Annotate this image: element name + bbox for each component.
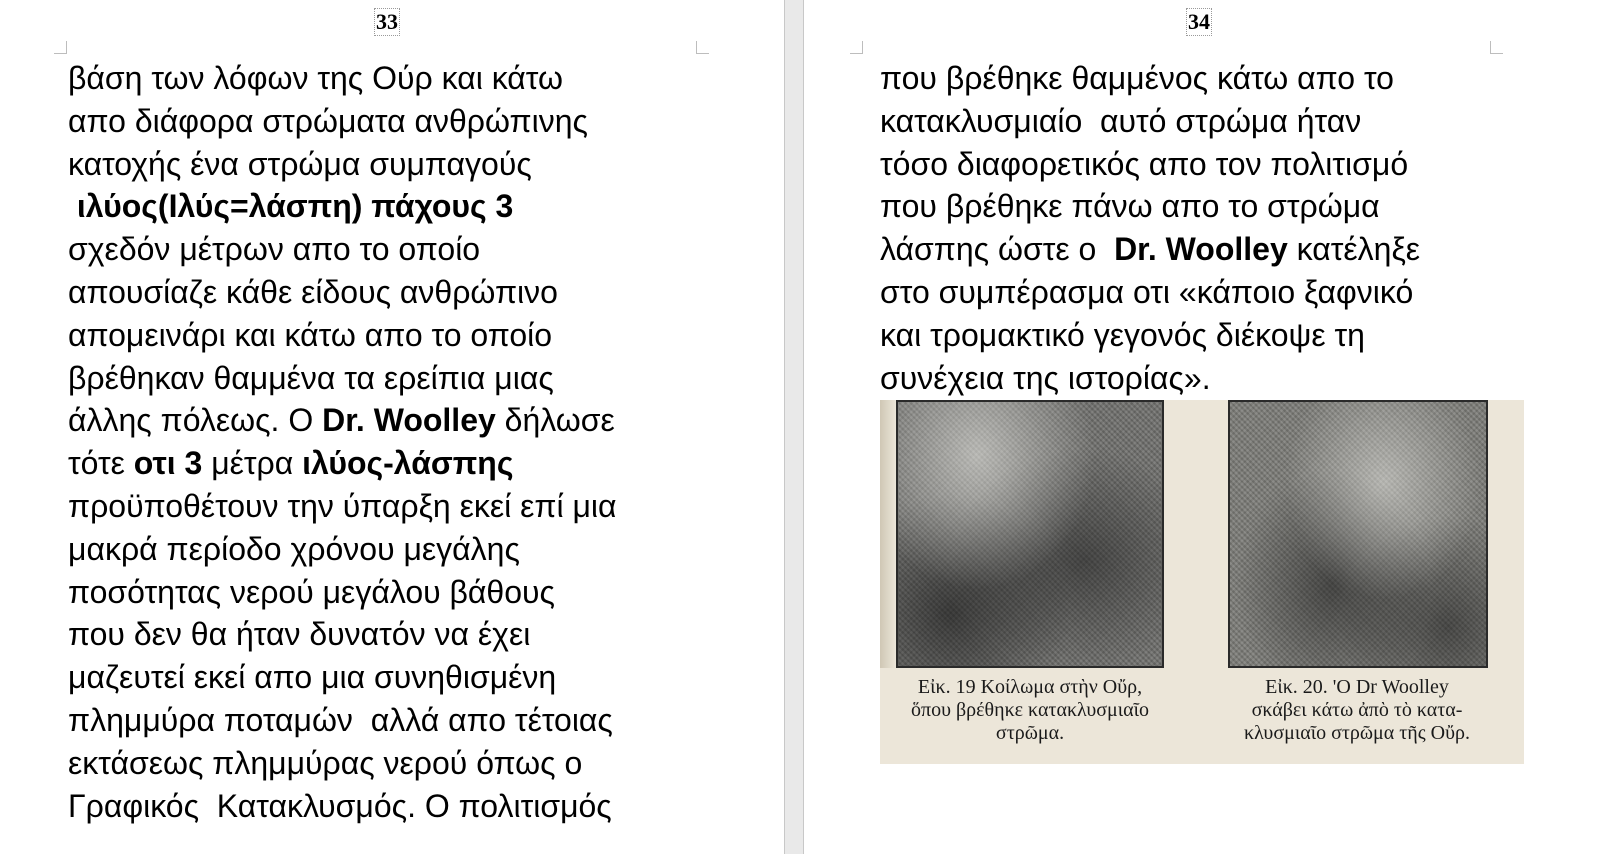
margin-corner-mark: [696, 41, 709, 54]
text-run: μαζευτεί εκεί απο μια συνηθισμένη: [68, 659, 557, 696]
text-line: [68, 571, 617, 614]
text-run: που βρέθηκε πάνω απο το στρώμα: [880, 188, 1380, 225]
text-run: και τρομακτικό γεγονός διέκοψε τη: [880, 316, 1365, 353]
text-line: [68, 656, 617, 699]
text-run: δήλωσε: [495, 402, 615, 439]
text-run: βρέθηκαν θαμμένα τα ερείπια μιας: [68, 359, 554, 396]
margin-corner-mark: [1490, 41, 1503, 54]
text-line: [68, 613, 617, 656]
scanned-figure: [880, 400, 1524, 764]
text-run: απουσίαζε κάθε είδους ανθρώπινο: [68, 273, 558, 310]
text-run: τότε: [68, 445, 134, 482]
text-run: σχεδόν μέτρων απο το οποίο: [68, 231, 481, 268]
text-line: [68, 528, 617, 571]
text-run: ποσότητας νερού μεγάλου βάθους: [68, 573, 555, 610]
excavation-photo: [896, 400, 1164, 668]
page-body-text: [880, 57, 1420, 399]
text-line: [68, 442, 617, 485]
bold-text-run: ιλύος-λάσπης: [302, 445, 514, 482]
text-line: [880, 271, 1420, 314]
text-run: πλημμύρα ποταμών αλλά απο τέτοιας: [68, 701, 613, 738]
excavation-photo: [1228, 400, 1488, 668]
text-run: απο διάφορα στρώματα ανθρώπινης: [68, 102, 588, 139]
text-line: [68, 699, 617, 742]
text-line: [68, 185, 617, 228]
text-line: [880, 100, 1420, 143]
text-line: [68, 143, 617, 186]
page-number: 34: [1188, 9, 1210, 34]
text-run: μακρά περίοδο χρόνου μεγάλης: [68, 530, 520, 567]
text-line: [880, 228, 1420, 271]
left-page: [0, 0, 784, 854]
text-run: κατοχής ένα στρώμα συμπαγούς: [68, 145, 532, 182]
text-line: [880, 143, 1420, 186]
text-line: [68, 357, 617, 400]
text-line: [880, 357, 1420, 400]
text-run: συνέχεια της ιστορίας».: [880, 359, 1211, 396]
text-run: απομεινάρι και κάτω απο το οποίο: [68, 316, 553, 353]
figure-caption: Εἰκ. 19 Κοίλωμα στὴν Οὔρ, ὅπου βρέθηκε κατακλυσμιαῖο στρῶμα.: [910, 676, 1150, 744]
right-page: [804, 0, 1602, 854]
text-run: λάσπης ώστε ο: [880, 231, 1115, 268]
text-line: [68, 314, 617, 357]
text-run: άλλης πόλεως. Ο: [68, 402, 323, 439]
text-run: μέτρα: [202, 445, 303, 482]
text-run: που βρέθηκε θαμμένος κάτω απο το: [880, 60, 1394, 96]
text-run: τόσο διαφορετικός απο τον πολιτισμό: [880, 145, 1409, 182]
page-body-text: [68, 57, 617, 827]
bold-text-run: Dr. Woolley: [1114, 231, 1288, 268]
text-line: [68, 785, 617, 828]
page-gutter: [784, 0, 804, 854]
text-line: [68, 228, 617, 271]
scan-edge: [880, 400, 896, 668]
margin-corner-mark: [54, 41, 67, 54]
text-run: που δεν θα ήταν δυνατόν να έχει: [68, 616, 531, 653]
text-line: [68, 399, 617, 442]
text-line: [68, 100, 617, 143]
text-line: [68, 485, 617, 528]
margin-corner-mark: [850, 41, 863, 54]
page-number: 33: [376, 9, 398, 34]
bold-text-run: ιλύος(Ιλύς=λάσπη) πάχους 3: [68, 188, 514, 225]
text-run: εκτάσεως πλημμύρας νερού όπως ο: [68, 744, 583, 781]
text-line: [68, 57, 617, 100]
text-run: κατακλυσμιαίο αυτό στρώμα ήταν: [880, 102, 1362, 139]
text-line: [880, 185, 1420, 228]
text-line: [68, 742, 617, 785]
text-run: στο συμπέρασμα οτι «κάποιο ξαφνικό: [880, 273, 1414, 310]
bold-text-run: Dr. Woolley: [322, 402, 496, 439]
text-run: προϋποθέτουν την ύπαρξη εκεί επί μια: [68, 487, 617, 524]
text-run: βάση των λόφων της Ούρ και κάτω: [68, 60, 563, 96]
text-run: κατέληξε: [1287, 231, 1421, 268]
text-run: Γραφικός Κατακλυσμός. Ο πολιτισμός: [68, 787, 612, 824]
text-line: [880, 314, 1420, 357]
figure-caption: Εἰκ. 20. 'Ο Dr Woolley σκάβει κάτω ἀπὸ τὸ κατα- κλυσμιαῖο στρῶμα τῆς Οὔρ.: [1244, 676, 1470, 744]
text-line: [68, 271, 617, 314]
text-line: [880, 57, 1420, 100]
bold-text-run: οτι 3: [133, 445, 203, 482]
